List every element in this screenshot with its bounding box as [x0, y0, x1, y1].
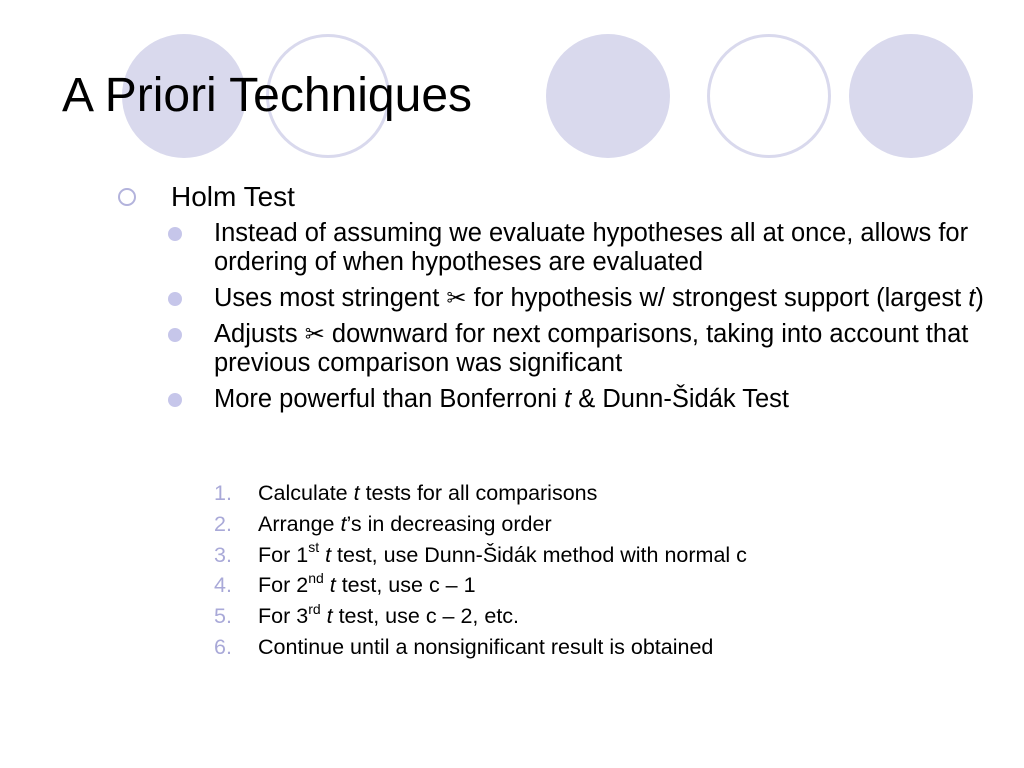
- step-item-2: [214, 509, 974, 540]
- bullet-text-pre: Uses most stringent: [214, 284, 447, 312]
- step-text-pre: For 3: [258, 604, 309, 629]
- italic-t: t: [329, 573, 336, 598]
- step-item-5: [214, 601, 974, 632]
- slide-title: A Priori Techniques: [62, 69, 473, 122]
- bullet-list: [168, 219, 988, 421]
- ordinal-suffix: rd: [308, 601, 321, 618]
- step-text-post: tests for all comparisons: [359, 481, 598, 505]
- bullet-text-post: for hypothesis w/ strongest support (largest: [466, 284, 969, 312]
- step-number: 6.: [214, 634, 232, 659]
- step-number: 1.: [214, 481, 232, 505]
- bullet-dot-icon: [168, 328, 182, 342]
- step-text-post: test, use c – 2, etc.: [332, 604, 520, 629]
- alpha-symbol-icon: ✂: [446, 284, 467, 312]
- step-text-post: test, use Dunn-Šidák method with normal c: [331, 542, 747, 567]
- bullet-text-end: ): [975, 284, 984, 312]
- bullet-dot-icon: [168, 393, 182, 407]
- step-text-pre: For 2: [258, 573, 309, 598]
- step-item-6: [214, 632, 974, 663]
- bullet-text-pre: More powerful than Bonferroni: [214, 385, 565, 413]
- decor-circle-5: [849, 34, 973, 158]
- ordinal-suffix: nd: [308, 570, 324, 587]
- italic-t: t: [968, 284, 976, 312]
- italic-t: t: [326, 604, 333, 629]
- step-item-3: [214, 540, 974, 571]
- numbered-list: [214, 478, 974, 663]
- step-number: 4.: [214, 573, 232, 598]
- ordinal-suffix: st: [308, 539, 320, 556]
- step-text-post: test, use c – 1: [335, 573, 476, 598]
- italic-t: t: [353, 481, 360, 505]
- bullet-dot-icon: [168, 292, 182, 306]
- step-item-4: [214, 570, 974, 601]
- step-text-pre: For 1: [258, 542, 309, 567]
- italic-t: t: [325, 542, 332, 567]
- heading-text: Holm Test: [171, 181, 295, 212]
- step-number: 2.: [214, 511, 232, 536]
- bullet-item-2: [168, 284, 988, 313]
- step-number: 5.: [214, 604, 232, 629]
- italic-t: t: [340, 511, 347, 536]
- step-text: Continue until a nonsignificant result is obtained: [258, 634, 714, 659]
- bullet-item-1: [168, 219, 988, 277]
- bullet-item-3: [168, 320, 988, 378]
- step-text-pre: Calculate: [258, 481, 354, 505]
- alpha-symbol-icon: ✂: [304, 320, 325, 348]
- step-number: 3.: [214, 542, 232, 567]
- step-item-1: [214, 478, 974, 509]
- hollow-circle-bullet-icon: [118, 188, 136, 206]
- decor-circle-3: [546, 34, 670, 158]
- step-text-post: ’s in decreasing order: [346, 511, 552, 536]
- bullet-text: Instead of assuming we evaluate hypotheses all at once, allows for ordering of when hypotheses are evaluated: [214, 219, 969, 276]
- bullet-dot-icon: [168, 227, 182, 241]
- bullet-text-pre: Adjusts: [214, 320, 305, 348]
- bullet-text-post: downward for next comparisons, taking into account that previous comparison was significant: [214, 320, 969, 377]
- step-text-pre: Arrange: [258, 511, 341, 536]
- decor-circle-4: [707, 34, 831, 158]
- bullet-item-4: [168, 385, 988, 414]
- bullet-text-post: & Dunn-Šidák Test: [571, 385, 790, 413]
- italic-t: t: [564, 385, 572, 413]
